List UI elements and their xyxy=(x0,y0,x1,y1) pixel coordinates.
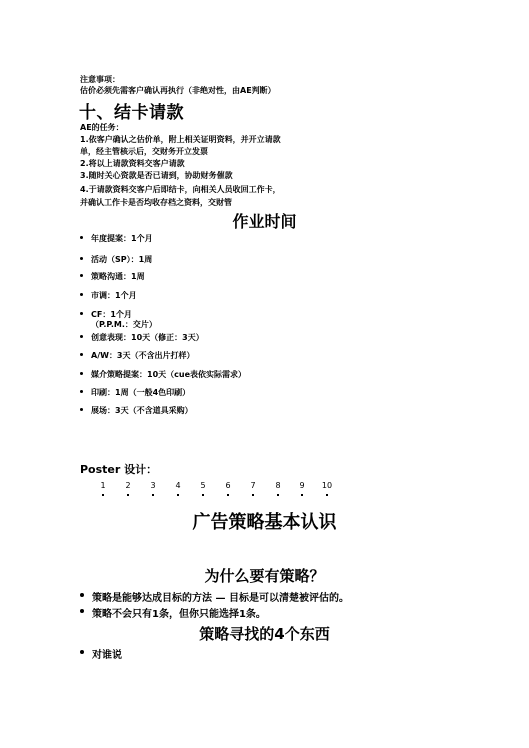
bullet-icon xyxy=(80,293,83,296)
poster-number: 6 xyxy=(225,481,231,490)
work-time-heading: 作业时间 xyxy=(232,212,297,231)
ae-task-line: 3.随时关心资款是否已请到，协助财务催款 xyxy=(80,171,233,180)
list-item-text: 市调：1个月 xyxy=(91,291,137,300)
list-item-text: 创意表现：10天（修正：3天） xyxy=(91,333,204,342)
dot-marker xyxy=(277,494,279,496)
dot-marker xyxy=(301,494,303,496)
list-item-text: 印刷：1周（一般4色印刷） xyxy=(91,388,191,397)
poster-number: 4 xyxy=(175,481,181,490)
list-item-text: 对谁说 xyxy=(92,650,122,661)
list-item-text: CF：1个月 xyxy=(91,310,132,319)
bullet-icon xyxy=(80,236,83,239)
dot-marker xyxy=(252,494,254,496)
ae-tasks-title: AE的任务： xyxy=(80,123,124,132)
bullet-icon xyxy=(80,372,83,375)
bullet-icon xyxy=(80,257,83,260)
bullet-icon xyxy=(80,408,83,411)
poster-number: 1 xyxy=(100,481,106,490)
bullet-icon xyxy=(80,335,83,338)
poster-number: 2 xyxy=(125,481,131,490)
list-item-text: 活动（SP）：1周 xyxy=(91,255,153,264)
notes-text: 估价必须先需客户确认再执行（非绝对性，由AE判断） xyxy=(80,86,276,95)
dot-marker xyxy=(102,494,104,496)
dot-marker xyxy=(227,494,229,496)
list-item-text: A/W：3天（不含出片打样） xyxy=(91,351,195,360)
dot-marker xyxy=(326,494,328,496)
list-item-text: 策略沟通：1周 xyxy=(91,272,145,281)
poster-number-row xyxy=(96,481,336,501)
ae-task-line: 并确认工作卡是否均收存档之资料，交财管 xyxy=(80,198,232,207)
bullet-icon xyxy=(80,312,83,315)
dot-marker xyxy=(202,494,204,496)
section-heading-settlement: 十、结卡请款 xyxy=(79,103,184,123)
list-item-text: 策略是能够达成目标的方法 — 目标是可以清楚被评估的。 xyxy=(92,593,349,604)
ae-task-line: 4.于请款资料交客户后即结卡，向相关人员收回工作卡， xyxy=(80,185,281,194)
dot-marker xyxy=(127,494,129,496)
poster-number: 7 xyxy=(250,481,256,490)
list-item-text: 年度提案：1个月 xyxy=(91,234,153,243)
bullet-icon xyxy=(80,593,84,597)
poster-number: 8 xyxy=(275,481,281,490)
bullet-icon xyxy=(80,650,84,654)
four-things-heading: 策略寻找的4个东西 xyxy=(199,625,330,643)
dot-marker xyxy=(177,494,179,496)
poster-design-label: Poster 设计： xyxy=(80,463,158,476)
ae-task-line: 单，经主管核示后，交财务开立发票 xyxy=(80,147,208,156)
why-strategy-heading: 为什么要有策略？ xyxy=(204,567,325,585)
list-item-text: 展场：3天（不含道具采购） xyxy=(91,406,193,415)
list-item-text: 媒介策略提案：10天（cue表依实际需求） xyxy=(91,370,246,379)
bullet-icon xyxy=(80,274,83,277)
poster-number: 3 xyxy=(150,481,156,490)
notes-title: 注意事项： xyxy=(80,75,120,84)
ae-task-line: 1.依客户确认之估价单，附上相关证明资料，并开立请款 xyxy=(80,135,281,144)
poster-number: 9 xyxy=(299,481,305,490)
poster-number: 10 xyxy=(321,481,333,490)
ae-task-line: 2.将以上请款资料交客户请款 xyxy=(80,159,185,168)
poster-number: 5 xyxy=(200,481,206,490)
bullet-icon xyxy=(80,390,83,393)
list-item-text: 策略不会只有1条，但你只能选择1条。 xyxy=(92,609,266,620)
list-item-subtext: （P.P.M.：交片） xyxy=(91,320,157,329)
dot-marker xyxy=(152,494,154,496)
strategy-basics-heading: 广告策略基本认识 xyxy=(192,512,337,533)
bullet-icon xyxy=(80,353,83,356)
bullet-icon xyxy=(80,609,84,613)
